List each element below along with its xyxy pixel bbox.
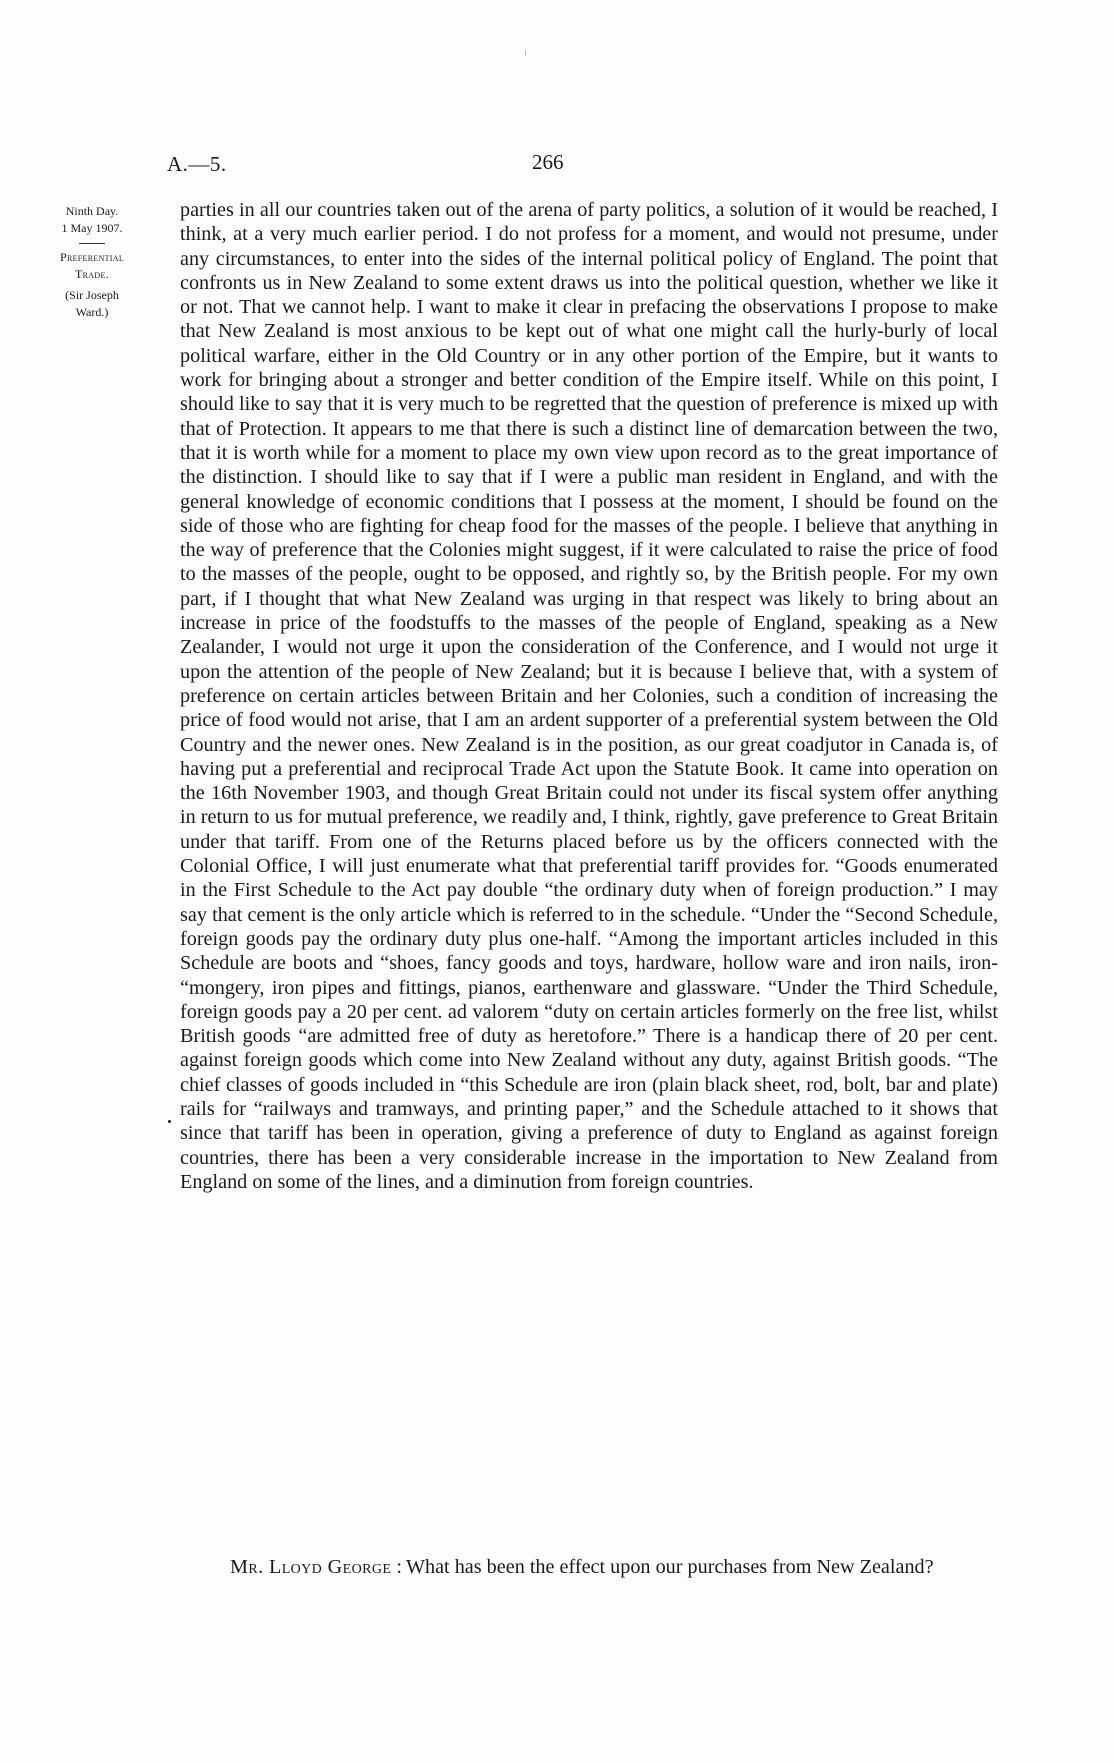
- margin-divider: [79, 243, 105, 244]
- margin-speaker-line2: Ward.): [75, 305, 109, 319]
- page-mark: [525, 50, 526, 56]
- speech-text: What has been the effect upon our purchases from New Zealand?: [405, 1556, 934, 1579]
- margin-speaker-line1: (Sir Joseph: [65, 288, 119, 302]
- main-text: [180, 198, 998, 1194]
- series-reference: A.—5.: [167, 152, 227, 176]
- stray-mark: [168, 1120, 171, 1123]
- page-number: 266: [532, 150, 564, 174]
- body-paragraph: parties in all our countries taken out of the arena of party politics, a solution of it would be reached, I think, at a very much earlier period. I do not profess for a moment, and would not presume, under any circumstances, to enter into the sides of the internal political policy of England. The point that confronts us in New Zealand to some extent draws us into the political question, whether we like it or not. That we cannot help. I want to make it clear in prefacing the observations I propose to make that New Zealand is most anxious to be kept out of what one might call the hurly-burly of local political warfare, either in the Old Country or in any other portion of the Empire, but it wants to work for bringing about a stronger and better condition of the Empire itself. While on this point, I should like to say that it is very much to be regretted that the question of preference is mixed up with that of Protection. It appears to me that there is such a distinct line of demarcation between the two, that it is worth while for a moment to place my own view upon record as to the great importance of the distinction. I should like to say that if I were a public man resident in England, and with the general knowledge of economic conditions that I possess at the moment, I should be found on the side of those who are fighting for cheap food for the masses of the people. I believe that anything in the way of preference that the Colonies might suggest, if it were calculated to raise the price of food to the masses of the people, ought to be opposed, and rightly so, by the British people. For my own part, if I thought that what New Zealand was urging in that respect was likely to bring about an increase in price of the foodstuffs to the masses of the people of England, speaking as a New Zealander, I would not urge it upon the consideration of the Conference, and I would not urge it upon the attention of the people of New Zealand; but it is because I believe that, with a system of preference on certain articles between Britain and her Colonies, such a condition of increasing the price of food would not arise, that I am an ardent supporter of a preferential system between the Old Country and the newer ones. New Zealand is in the position, as our great coadjutor in Canada is, of having put a preferential and reciprocal Trade Act upon the Statute Book. It came into operation on the 16th November 1903, and though Great Britain could not under its fiscal system offer anything in return to us for mutual preference, we readily and, I think, rightly, gave preference to Great Britain under that tariff. From one of the Returns placed before us by the officers connected with the Colonial Office, I will just enumerate what that preferential tariff provides for. “Goods enumerated in the First Schedule to the Act pay double “the ordinary duty when of foreign production.” I may say that cement is the only article which is referred to in the schedule. “Under the “Second Schedule, foreign goods pay the ordinary duty plus one-half. “Among the important articles included in this Schedule are boots and “shoes, fancy goods and toys, hardware, hollow ware and iron nails, iron- “mongery, iron pipes and fittings, pianos, earthenware and glassware. “Under the Third Schedule, foreign goods pay a 20 per cent. ad valorem “duty on certain articles formerly on the free list, whilst British goods “are admitted free of duty as heretofore.” There is a handicap there of 20 per cent. against foreign goods which come into New Zealand without any duty, against British goods. “The chief classes of goods included in “this Schedule are iron (plain black sheet, rod, bolt, bar and plate) rails for “railways and tramways, and printing paper,” and the Schedule attached to it shows that since that tariff has been in operation, giving a preference of duty to England as against foreign countries, there has been a very considerable increase in the importation to New Zealand from England on some of the lines, and a diminution from foreign countries.: [180, 199, 998, 1193]
- margin-date: 1 May 1907.: [61, 221, 123, 235]
- margin-day: Ninth Day.: [65, 204, 119, 218]
- speaker-separator: :: [396, 1556, 402, 1579]
- speaker-name: Mr. Lloyd George: [230, 1556, 392, 1579]
- margin-notes: [28, 203, 156, 321]
- speech-paragraph: [180, 1555, 998, 1580]
- margin-topic-line2: Trade.: [75, 267, 109, 281]
- margin-topic-line1: Preferential: [59, 250, 125, 264]
